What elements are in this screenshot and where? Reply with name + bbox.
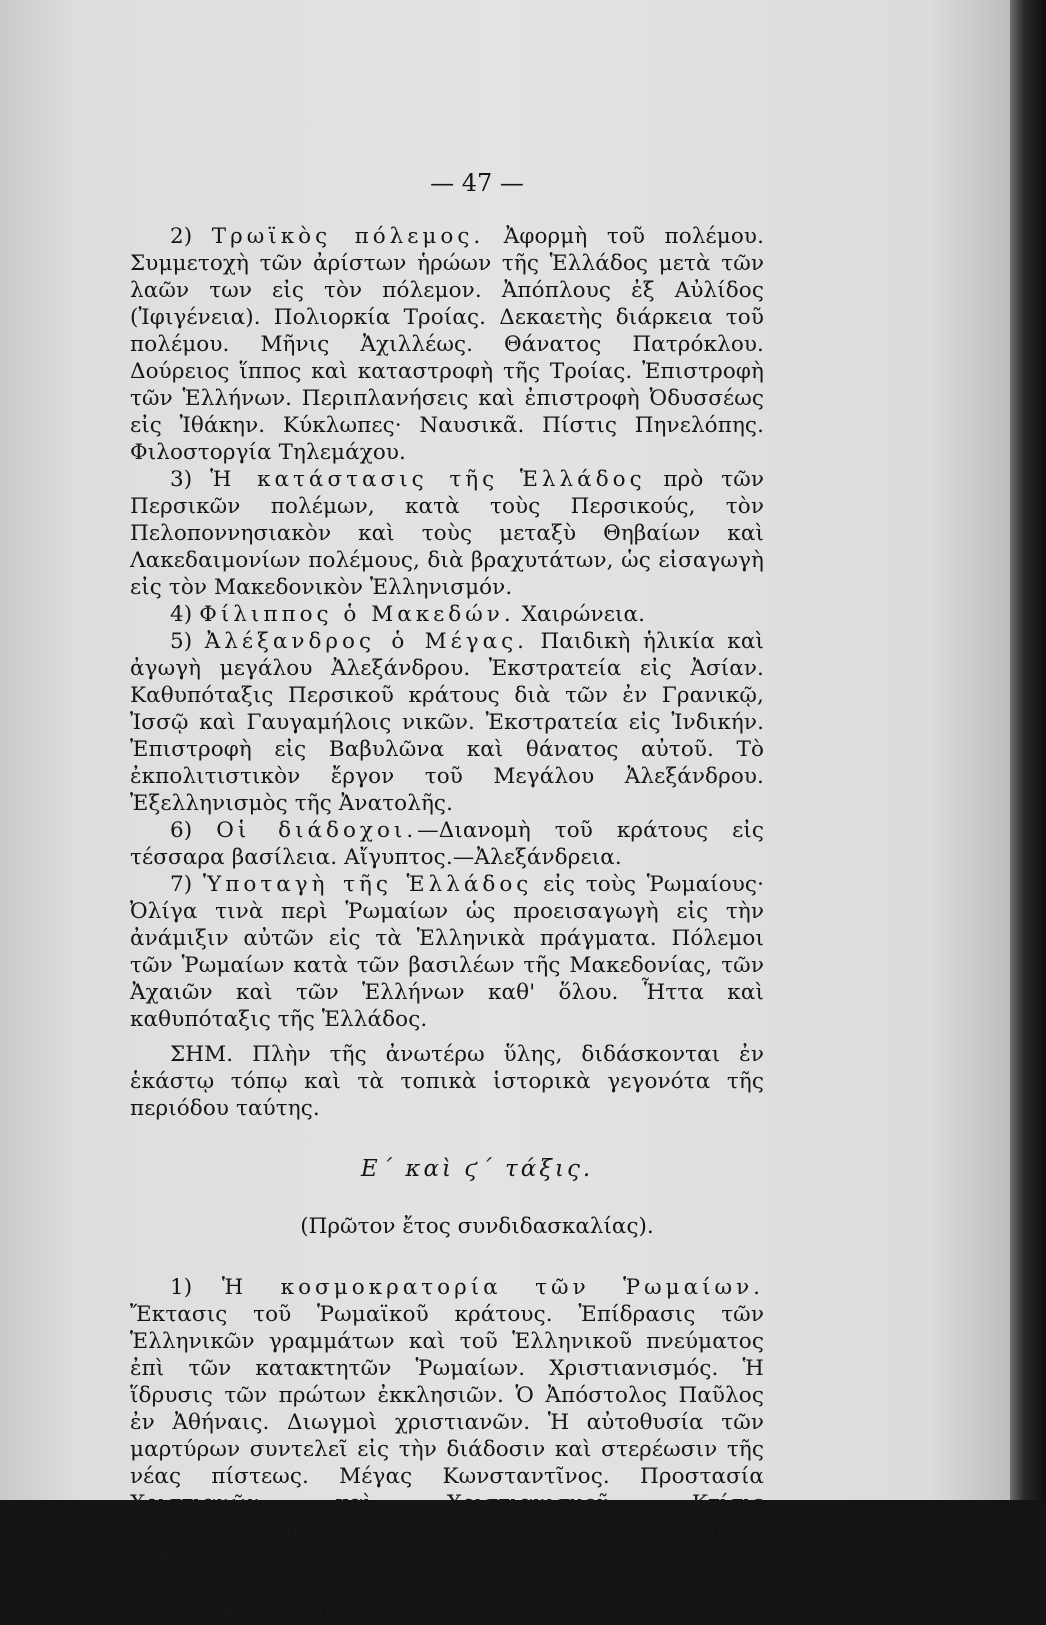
item-number: 4) <box>170 602 193 627</box>
list-item <box>130 1571 764 1625</box>
item-number: 6) <box>170 818 193 843</box>
item-title: Φίλιππος ὁ Μακεδών. <box>199 602 515 627</box>
item-number: 3) <box>170 467 193 492</box>
section-heading: Ε΄ καὶ ϛ΄ τάξις. <box>360 1156 594 1182</box>
item-number: 1) <box>170 1275 193 1300</box>
item-number: 2) <box>170 224 193 249</box>
list-item <box>130 628 764 817</box>
list-item <box>130 817 764 871</box>
item-number: 7) <box>170 872 193 897</box>
note-label: ΣΗΜ. <box>170 1042 234 1067</box>
item-title: Ἡ κοσμοκρατορία τῶν Ῥωμαίων. <box>221 1275 764 1300</box>
list-item <box>130 1274 764 1571</box>
list-item <box>130 871 764 1033</box>
item-text: —Διανομὴ τοῦ κράτους εἰς τέσσαρα βασίλεια. Αἴγυπτος.—Ἀλεξάνδρεια. <box>130 818 764 870</box>
item-text: Ἔκτασις τοῦ Ῥωμαϊκοῦ κράτους. Ἐπίδρασις τῶν Ἑλληνικῶν γραμμάτων καὶ τοῦ Ἑλληνικοῦ πνεύματος ἐπὶ τῶν κατακτητῶν Ῥωμαίων. Χριστιανισμός. Ἡ ἵδρυσις τῶν πρώτων ἐκκλησιῶν. Ὁ Ἀπόστολος Παῦλος ἐν Ἀθήναις. Διωγμοὶ χριστιανῶν. Ἡ αὐτοθυσία τῶν μαρτύρων συντελεῖ εἰς τὴν διάδοσιν καὶ στερέωσιν τῆς νέας πίστεως. Μέγας Κωνσταντῖνος. Προστασία Χριστιανῶν καὶ Χριστιανισμοῦ. Κτίσις Κωνσταντινουπόλεως. Θρησκευτικαὶ ἔριδες καὶ ἡ ἐν Νικαίᾳ Σύνοδος. <box>130 1302 764 1570</box>
list-item <box>130 223 764 466</box>
item-title: Οἱ διάδοχοι. <box>216 818 418 843</box>
item-text: Παιδικὴ ἡλικία καὶ ἀγωγὴ μεγάλου Ἀλεξάνδρου. Ἐκστρατεία εἰς Ἀσίαν. Καθυπόταξις Περσικοῦ κράτους διὰ τῶν ἐν Γρανικῷ, Ἰσσῷ καὶ Γαυγαμήλοις νικῶν. Ἐκστρατεία εἰς Ἰνδικήν. Ἐπιστροφὴ εἰς Βαβυλῶνα καὶ θάνατος αὐτοῦ. Τὸ ἐκπολιτιστικὸν ἔργον τοῦ Μεγάλου Ἀλεξάνδρου. Ἐξελληνισμὸς τῆς Ἀνατολῆς. <box>130 629 764 816</box>
item-text: πρὸ τῶν Περσικῶν πολέμων, κατὰ τοὺς Περσικούς, τὸν Πελοποννησιακὸν καὶ τοὺς μεταξὺ Θηβαίων καὶ Λακεδαιμονίων πολέμους, διὰ βραχυτάτων, ὡς εἰσαγωγὴ εἰς τὸν Μακεδονικὸν Ἑλληνισμόν. <box>130 467 765 600</box>
list-item <box>130 601 764 628</box>
page-number: — 47 — <box>430 169 524 197</box>
item-title: Ἐξελληνισμὸς τοῦ ἀνατολικοῦ Ῥωμαϊκοῦ κράτους. <box>130 1572 765 1624</box>
item-title: Ἀλέξανδρος ὁ Μέγας. <box>204 629 529 654</box>
scanner-background <box>1010 0 1046 1500</box>
item-text: Χαιρώνεια. <box>514 602 646 627</box>
note-paragraph <box>130 1041 764 1122</box>
item-number: 2) <box>170 1572 193 1597</box>
item-text: εἰς τοὺς Ῥωμαίους· Ὀλίγα τινὰ περὶ Ῥωμαίων ὡς προεισαγωγὴ εἰς τὴν ἀνάμιξιν αὐτῶν εἰς τὰ Ἑλληνικὰ πράγματα. Πόλεμοι τῶν Ῥωμαίων κατὰ τῶν βασιλέων τῆς Μακεδονίας, τῶν Ἀχαιῶν καὶ τῶν Ἑλλήνων καθ' ὅλου. Ἧττα καὶ καθυπόταξις τῆς Ἑλλάδος. <box>130 872 765 1032</box>
section-subheading: (Πρῶτον ἔτος συνδιδασκαλίας). <box>300 1214 654 1239</box>
item-title: Τρωϊκὸς πόλεμος. <box>211 224 485 249</box>
note-text: Πλὴν τῆς ἀνωτέρω ὕλης, διδάσκονται ἐν ἑκάστῳ τόπῳ καὶ τὰ τοπικὰ ἱστορικὰ γεγονότα τῆς περιόδου ταύτης. <box>130 1042 764 1121</box>
item-title: Ὑποταγὴ τῆς Ἑλλάδος <box>203 872 533 897</box>
item-title: Ἡ κατάστασις τῆς Ἑλλάδος <box>210 467 646 492</box>
item-number: 5) <box>170 629 193 654</box>
page-text <box>130 170 764 1625</box>
list-item <box>130 466 764 601</box>
item-text: Ἀφορμὴ τοῦ πολέμου. Συμμετοχὴ τῶν ἀρίστων ἡρώων τῆς Ἑλλάδος μετὰ τῶν λαῶν των εἰς τὸν πόλεμον. Ἀπόπλους ἐξ Αὐλίδος (Ἰφιγένεια). Πολιορκία Τροίας. Δεκαετὴς διάρκεια τοῦ πολέμου. Μῆνις Ἀχιλλέως. Θάνατος Πατρόκλου. Δούρειος ἵππος καὶ καταστροφὴ τῆς Τροίας. Ἐπιστροφὴ τῶν Ἑλλήνων. Περιπλανήσεις καὶ ἐπιστροφὴ Ὀδυσσέως εἰς Ἰθάκην. Κύκλωπες· Ναυσικᾶ. Πίστις Πηνελόπης. Φιλοστοργία Τηλεμάχου. <box>130 224 764 465</box>
